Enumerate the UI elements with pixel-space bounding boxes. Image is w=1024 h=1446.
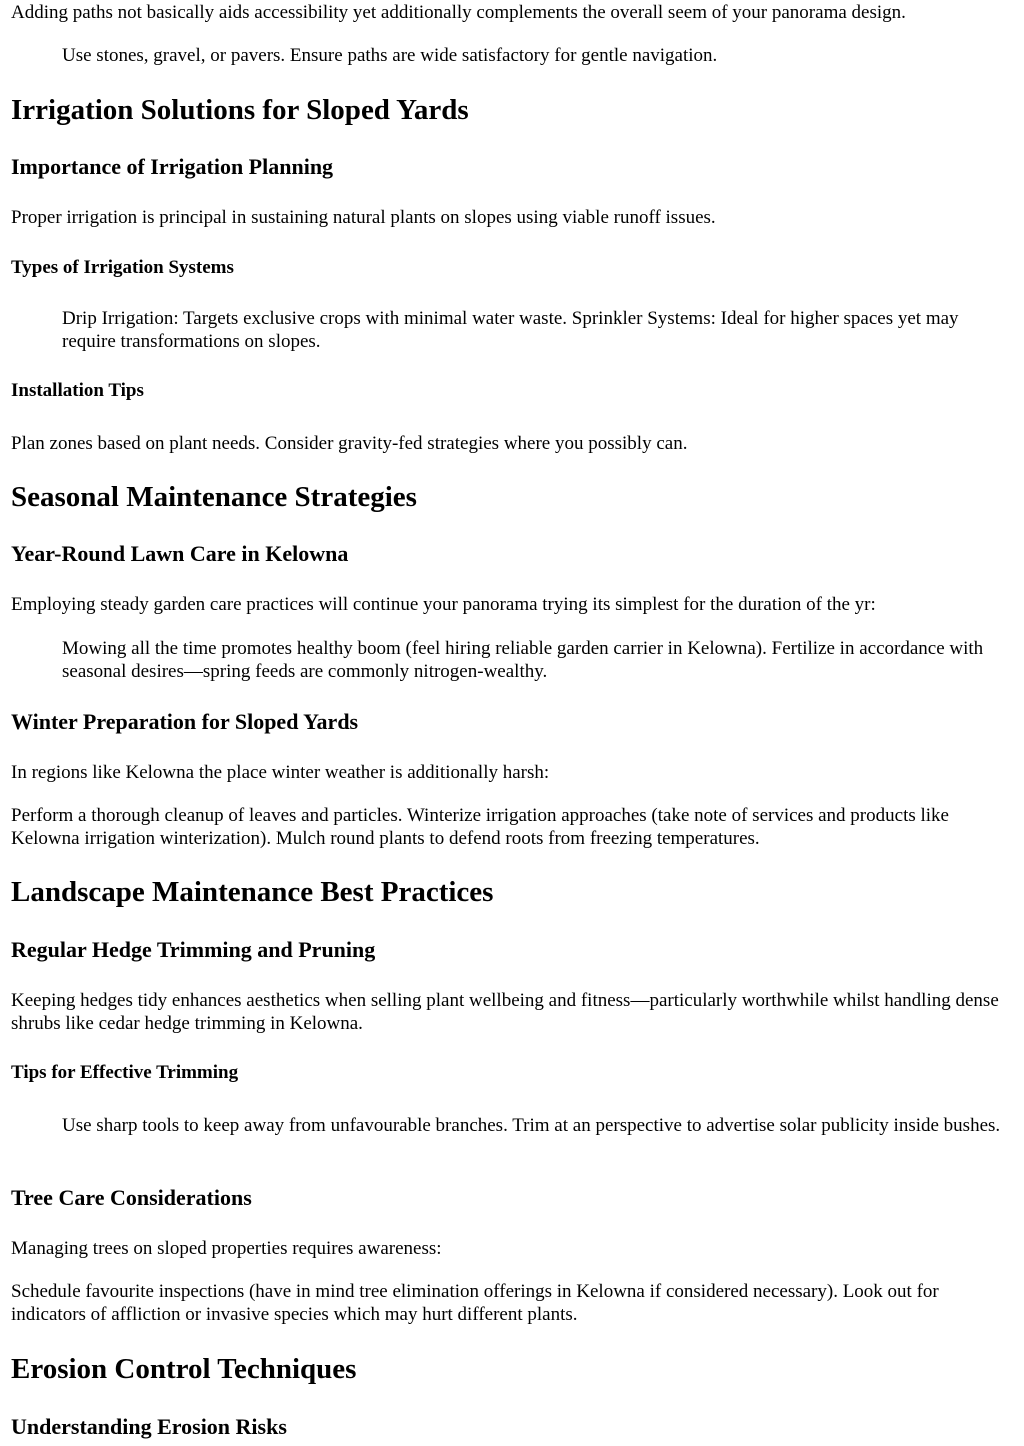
section-heading-seasonal: Seasonal Maintenance Strategies (11, 481, 417, 513)
hedge-paragraph: Keeping hedges tidy enhances aesthetics when selling plant wellbeing and fitness—particularly worthwhile whilst handling dense shrubs like cedar hedge trimming in Kelowna. (11, 990, 999, 1034)
subheading-irrigation-planning: Importance of Irrigation Planning (11, 154, 334, 179)
irrigation-planning-paragraph: Proper irrigation is principal in sustaining natural plants on slopes using viable runoff issues. (11, 207, 716, 228)
lawn-care-paragraph: Employing steady garden care practices will continue your panorama trying its simplest for the duration of the yr: (11, 594, 876, 615)
subheading-hedge-trimming: Regular Hedge Trimming and Pruning (11, 937, 376, 962)
subheading-winter-preparation: Winter Preparation for Sloped Yards (11, 709, 359, 734)
section-heading-erosion-control: Erosion Control Techniques (11, 1353, 357, 1385)
subheading-lawn-care: Year-Round Lawn Care in Kelowna (11, 541, 349, 566)
subheading-installation-tips: Installation Tips (11, 380, 144, 401)
subheading-irrigation-types: Types of Irrigation Systems (11, 257, 234, 278)
subheading-erosion-risks: Understanding Erosion Risks (11, 1414, 287, 1439)
trimming-tips-paragraph: Use sharp tools to keep away from unfavourable branches. Trim at an perspective to advertise solar publicity inside bushes. (62, 1115, 1001, 1136)
paths-list-paragraph: Use stones, gravel, or pavers. Ensure paths are wide satisfactory for gentle navigation. (62, 45, 718, 66)
winter-intro-paragraph: In regions like Kelowna the place winter weather is additionally harsh: (11, 762, 550, 783)
section-heading-landscape-maintenance: Landscape Maintenance Best Practices (11, 876, 494, 908)
subheading-trimming-tips: Tips for Effective Trimming (11, 1062, 239, 1083)
section-heading-irrigation: Irrigation Solutions for Sloped Yards (11, 94, 469, 126)
lawn-care-list-paragraph: Mowing all the time promotes healthy boom (feel hiring reliable garden carrier in Kelowna). Fertilize in accordance with seasonal desires—spring feeds are commonly nitrogen-wealthy. (62, 638, 984, 682)
tree-care-list-paragraph: Schedule favourite inspections (have in mind tree elimination offerings in Kelowna if considered necessary). Look out for indicators of affliction or invasive species which may hurt different plants. (11, 1281, 939, 1325)
tree-care-intro-paragraph: Managing trees on sloped properties requires awareness: (11, 1238, 442, 1259)
irrigation-types-paragraph: Drip Irrigation: Targets exclusive crops with minimal water waste. Sprinkler Systems: Ideal for higher spaces yet may require transformations on slopes. (62, 308, 959, 352)
installation-tips-paragraph: Plan zones based on plant needs. Consider gravity-fed strategies where you possibly can. (11, 433, 688, 454)
subheading-tree-care: Tree Care Considerations (11, 1185, 252, 1210)
winter-list-paragraph: Perform a thorough cleanup of leaves and particles. Winterize irrigation approaches (take note of services and products like Kelowna irrigation winterization). Mulch round plants to defend roots from freezing temperatures. (11, 805, 949, 849)
paths-intro-paragraph: Adding paths not basically aids accessibility yet additionally complements the overall seem of your panorama design. (11, 2, 906, 23)
